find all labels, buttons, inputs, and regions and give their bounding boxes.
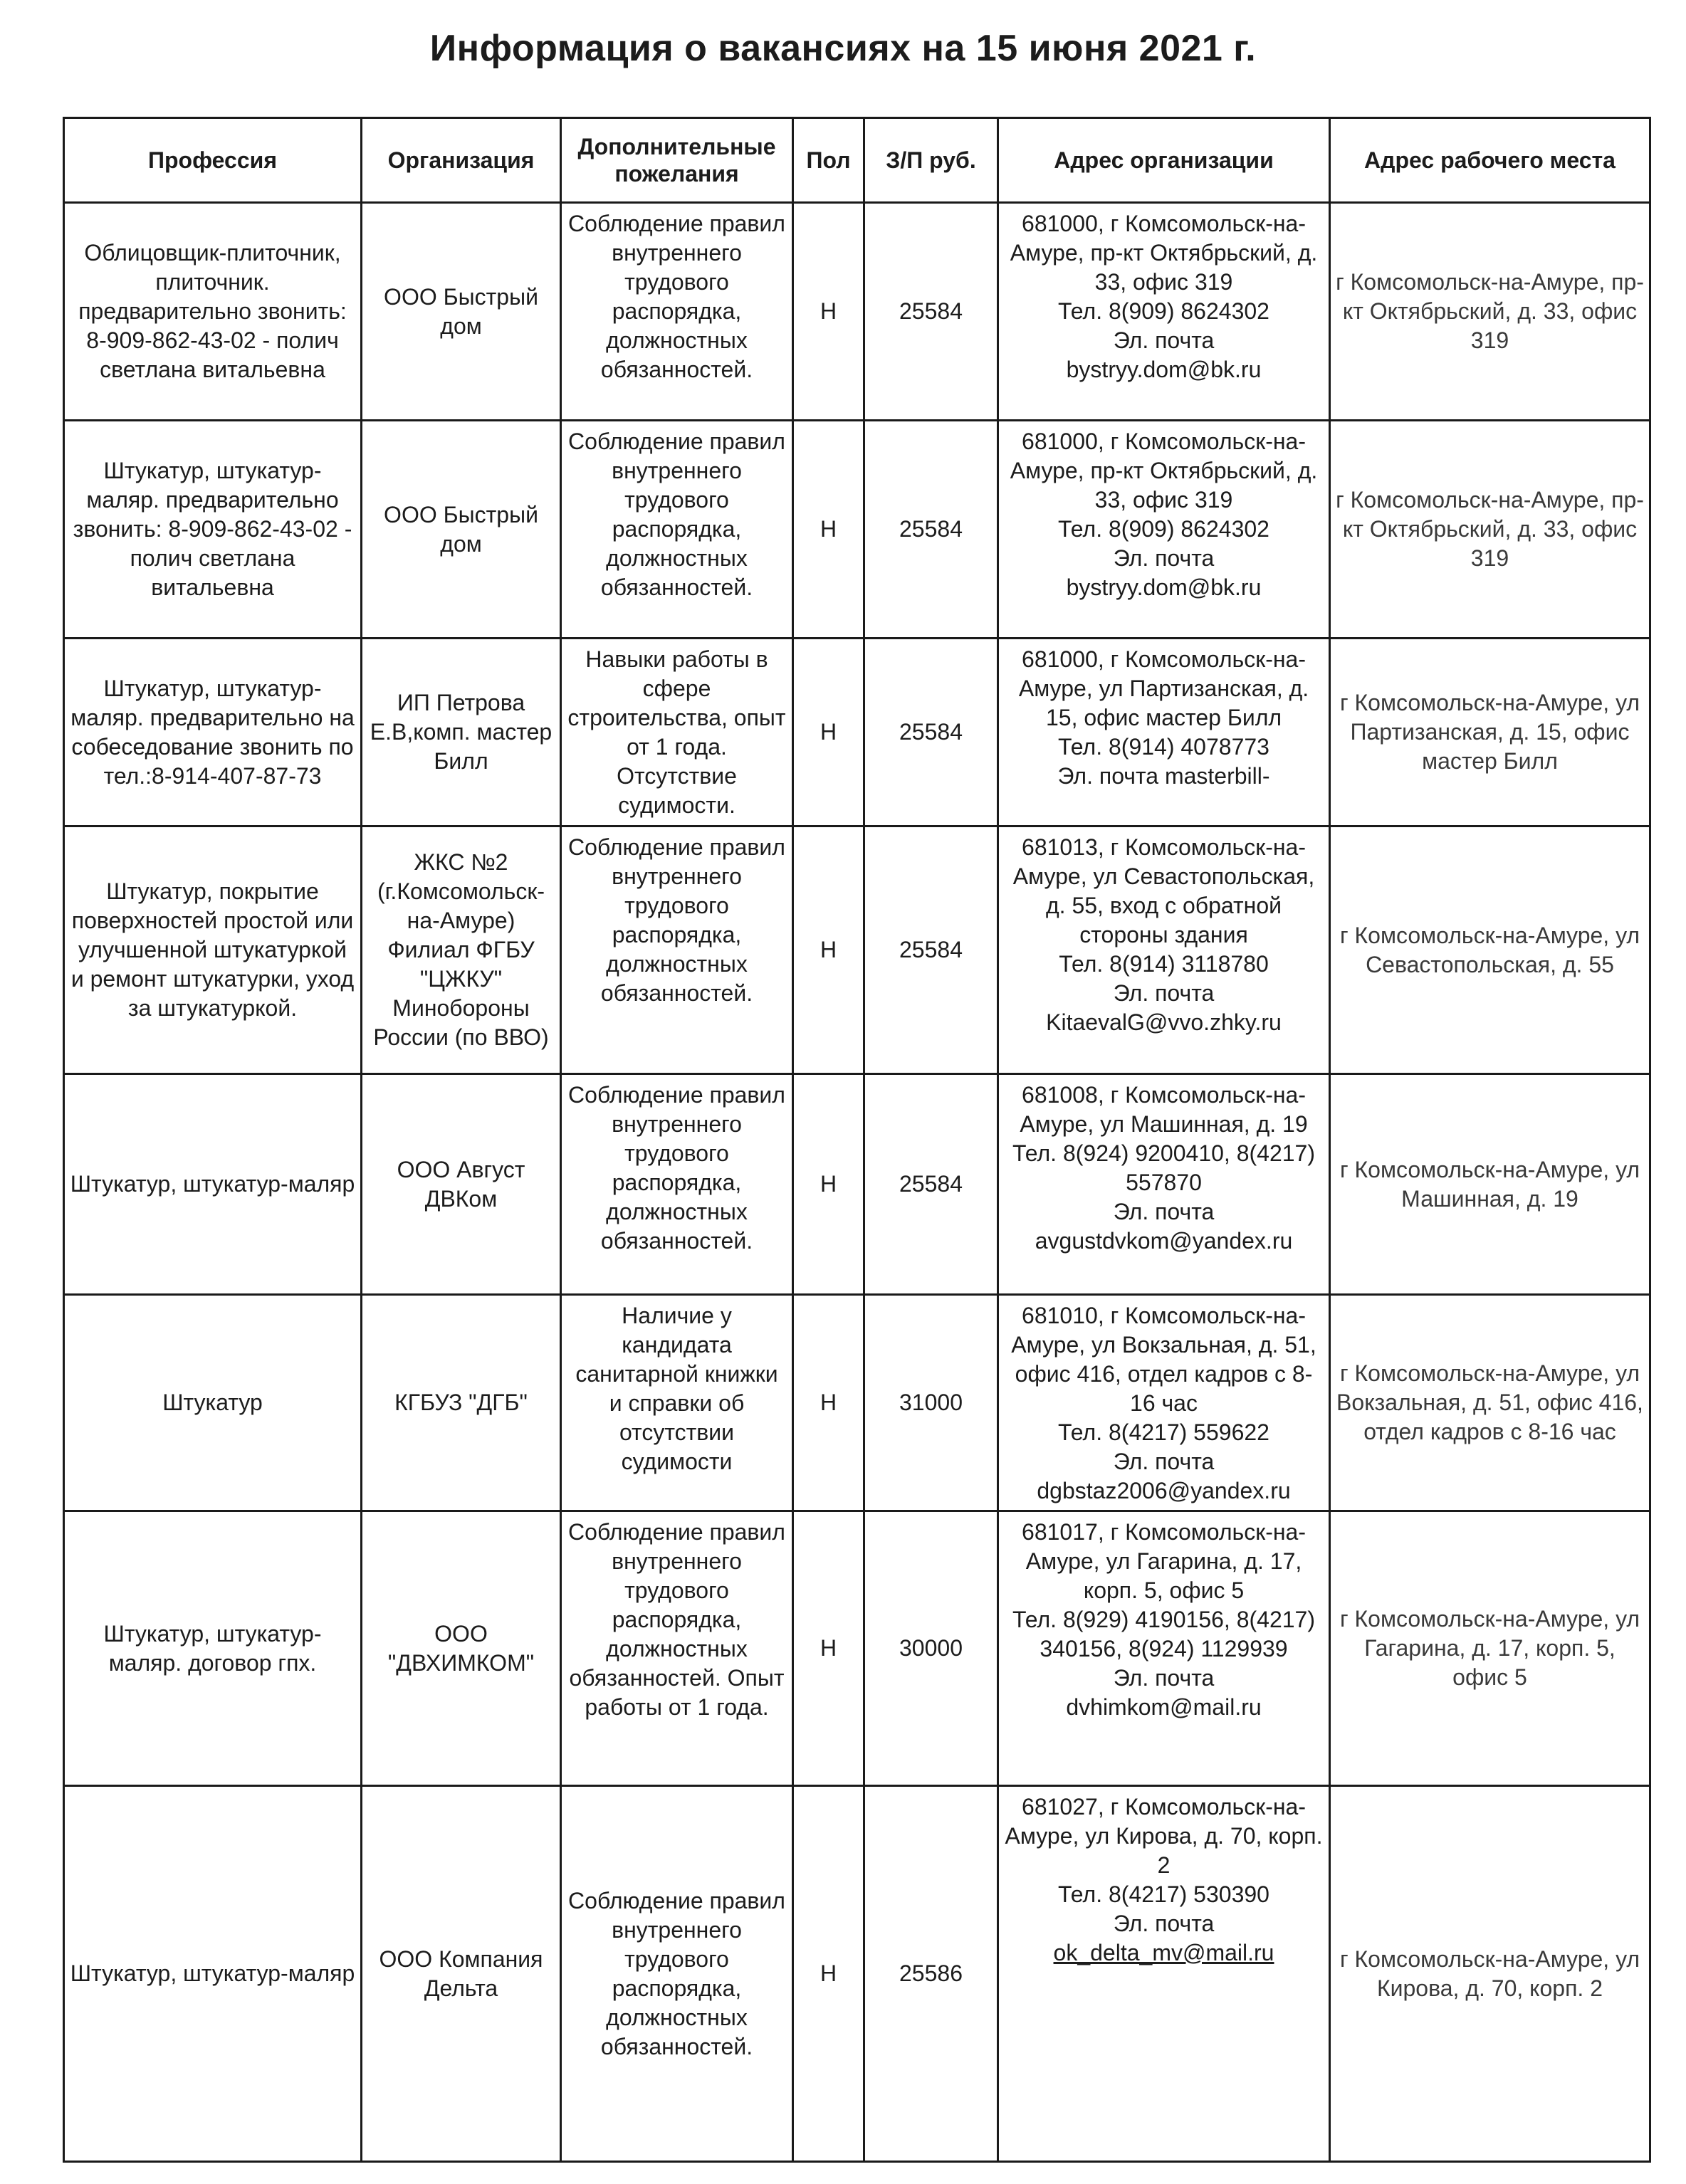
- requirements-cell: Соблюдение правил внутреннего трудового распорядка, должностных обязанностей.: [561, 826, 793, 1074]
- column-header-organization: Организация: [362, 118, 561, 203]
- work-address-cell: г Комсомольск-на-Амуре, пр-кт Октябрьский, д. 33, офис 319: [1330, 421, 1650, 639]
- column-header-requirements: Дополнительные пожелания: [561, 118, 793, 203]
- org-address-email-label: Эл. почта: [1113, 980, 1215, 1006]
- org-address-email: KitaevalG@vvo.zhky.ru: [1046, 1009, 1282, 1035]
- org-address-street: 681000, г Комсомольск-на-Амуре, пр-кт Октябрьский, д. 33, офис 319: [1010, 211, 1318, 295]
- work-address-cell: г Комсомольск-на-Амуре, ул Кирова, д. 70, корп. 2: [1330, 1786, 1650, 2162]
- org-address-phone: Тел. 8(909) 8624302: [1058, 516, 1269, 542]
- requirements-cell: Наличие у кандидата санитарной книжки и справки об отсутствии судимости: [561, 1295, 793, 1511]
- column-header-gender: Пол: [793, 118, 864, 203]
- header-row: [64, 118, 1650, 203]
- requirements-cell: Соблюдение правил внутреннего трудового распорядка, должностных обязанностей. Опыт работы от 1 года.: [561, 1511, 793, 1786]
- gender-cell: Н: [793, 1295, 864, 1511]
- work-address-cell: г Комсомольск-на-Амуре, пр-кт Октябрьский, д. 33, офис 319: [1330, 203, 1650, 421]
- org-address-street: 681027, г Комсомольск-на-Амуре, ул Кирова, д. 70, корп. 2: [1005, 1794, 1323, 1878]
- org-address-phone: Тел. 8(929) 4190156, 8(4217) 340156, 8(924) 1129939: [1012, 1607, 1315, 1661]
- org-address-street: 681000, г Комсомольск-на-Амуре, ул Партизанская, д. 15, офис мастер Билл: [1018, 646, 1309, 730]
- gender-cell: Н: [793, 639, 864, 826]
- salary-cell: 25584: [864, 639, 998, 826]
- profession-cell: Штукатур, штукатур-маляр. предварительно звонить: 8-909-862-43-02 - полич светлана витальевна: [64, 421, 362, 639]
- salary-cell: 25584: [864, 421, 998, 639]
- org-address-email: bystryy.dom@bk.ru: [1066, 357, 1262, 382]
- org-address-cell: [998, 639, 1330, 826]
- org-address-phone: Тел. 8(924) 9200410, 8(4217) 557870: [1012, 1140, 1315, 1195]
- gender-cell: Н: [793, 1074, 864, 1295]
- column-header-org-address: Адрес организации: [998, 118, 1330, 203]
- org-address-email: Эл. почта masterbill-: [1057, 763, 1270, 789]
- salary-cell: 25586: [864, 1786, 998, 2162]
- salary-cell: 25584: [864, 203, 998, 421]
- org-address-email-label: Эл. почта: [1113, 327, 1215, 353]
- work-address-cell: г Комсомольск-на-Амуре, ул Вокзальная, д. 51, офис 416, отдел кадров с 8-16 час: [1330, 1295, 1650, 1511]
- org-address-phone: Тел. 8(914) 3118780: [1059, 951, 1269, 977]
- org-address-phone: Тел. 8(4217) 530390: [1058, 1881, 1269, 1907]
- column-header-work-address: Адрес рабочего места: [1330, 118, 1650, 203]
- salary-cell: 25584: [864, 1074, 998, 1295]
- requirements-cell: Соблюдение правил внутреннего трудового распорядка, должностных обязанностей.: [561, 203, 793, 421]
- org-address-cell: [998, 1074, 1330, 1295]
- org-address-email: ok_delta_mv@mail.ru: [1053, 1940, 1274, 1965]
- page-title: Информация о вакансиях на 15 июня 2021 г.: [429, 28, 1257, 69]
- requirements-cell: Навыки работы в сфере строительства, опыт от 1 года. Отсутствие судимости.: [561, 639, 793, 826]
- org-address-phone: Тел. 8(4217) 559622: [1058, 1419, 1269, 1445]
- work-address-cell: г Комсомольск-на-Амуре, ул Машинная, д. 19: [1330, 1074, 1650, 1295]
- org-address-email-label: Эл. почта: [1113, 1911, 1215, 1936]
- profession-cell: Штукатур, штукатур-маляр. договор гпх.: [64, 1511, 362, 1786]
- org-address-street: 681013, г Комсомольск-на-Амуре, ул Севастопольская, д. 55, вход с обратной стороны здания: [1012, 834, 1315, 947]
- requirements-cell: Соблюдение правил внутреннего трудового распорядка, должностных обязанностей.: [561, 421, 793, 639]
- org-address-email: avgustdvkom@yandex.ru: [1035, 1228, 1293, 1254]
- organization-cell: ООО Быстрый дом: [362, 421, 561, 639]
- org-address-street: 681017, г Комсомольск-на-Амуре, ул Гагарина, д. 17, корп. 5, офис 5: [1022, 1519, 1306, 1603]
- column-header-salary: З/П руб.: [864, 118, 998, 203]
- vacancies-table: [63, 117, 1651, 2163]
- org-address-phone: Тел. 8(914) 4078773: [1058, 734, 1269, 760]
- org-address-cell: [998, 826, 1330, 1074]
- org-address-email-label: Эл. почта: [1113, 1199, 1215, 1224]
- organization-cell: ООО Быстрый дом: [362, 203, 561, 421]
- org-address-cell: [998, 1786, 1330, 2162]
- work-address-cell: г Комсомольск-на-Амуре, ул Гагарина, д. 17, корп. 5, офис 5: [1330, 1511, 1650, 1786]
- salary-cell: 30000: [864, 1511, 998, 1786]
- profession-cell: Штукатур, покрытие поверхностей простой или улучшенной штукатуркой и ремонт штукатурки, уход за штукатуркой.: [64, 826, 362, 1074]
- table-row: [64, 1074, 1650, 1295]
- organization-cell: ООО "ДВХИМКОМ": [362, 1511, 561, 1786]
- gender-cell: Н: [793, 421, 864, 639]
- profession-cell: Штукатур: [64, 1295, 362, 1511]
- table-row: [64, 1295, 1650, 1511]
- work-address-cell: г Комсомольск-на-Амуре, ул Партизанская, д. 15, офис мастер Билл: [1330, 639, 1650, 826]
- org-address-street: 681008, г Комсомольск-на-Амуре, ул Машинная, д. 19: [1020, 1082, 1308, 1137]
- table-row: [64, 421, 1650, 639]
- org-address-email: dvhimkom@mail.ru: [1066, 1694, 1262, 1720]
- table-row: [64, 826, 1650, 1074]
- org-address-cell: [998, 421, 1330, 639]
- org-address-cell: [998, 1295, 1330, 1511]
- work-address-cell: г Комсомольск-на-Амуре, ул Севастопольская, д. 55: [1330, 826, 1650, 1074]
- organization-cell: ООО Компания Дельта: [362, 1786, 561, 2162]
- org-address-email-label: Эл. почта: [1113, 1665, 1215, 1691]
- salary-cell: 25584: [864, 826, 998, 1074]
- profession-cell: Штукатур, штукатур-маляр: [64, 1786, 362, 2162]
- org-address-street: 681010, г Комсомольск-на-Амуре, ул Вокзальная, д. 51, офис 416, отдел кадров с 8-16 час: [1011, 1303, 1316, 1416]
- profession-cell: Штукатур, штукатур-маляр. предварительно на собеседование звонить по тел.:8-914-407-87-73: [64, 639, 362, 826]
- gender-cell: Н: [793, 826, 864, 1074]
- table-row: [64, 639, 1650, 826]
- organization-cell: ООО Август ДВКом: [362, 1074, 561, 1295]
- gender-cell: Н: [793, 203, 864, 421]
- requirements-cell: Соблюдение правил внутреннего трудового распорядка, должностных обязанностей.: [561, 1074, 793, 1295]
- salary-cell: 31000: [864, 1295, 998, 1511]
- table-row: [64, 1511, 1650, 1786]
- organization-cell: ИП Петрова Е.В,комп. мастер Билл: [362, 639, 561, 826]
- gender-cell: Н: [793, 1511, 864, 1786]
- requirements-cell: Соблюдение правил внутреннего трудового распорядка, должностных обязанностей.: [561, 1786, 793, 2162]
- org-address-phone: Тел. 8(909) 8624302: [1058, 298, 1269, 324]
- table-row: [64, 1786, 1650, 2162]
- organization-cell: ЖКС №2 (г.Комсомольск-на-Амуре) Филиал ФГБУ "ЦЖКУ" Минобороны России (по ВВО): [362, 826, 561, 1074]
- org-address-email: dgbstaz2006@yandex.ru: [1037, 1478, 1291, 1503]
- table-row: [64, 203, 1650, 421]
- org-address-email-label: Эл. почта: [1113, 1449, 1215, 1474]
- gender-cell: Н: [793, 1786, 864, 2162]
- org-address-email: bystryy.dom@bk.ru: [1066, 574, 1262, 600]
- org-address-street: 681000, г Комсомольск-на-Амуре, пр-кт Октябрьский, д. 33, офис 319: [1010, 429, 1318, 513]
- org-address-cell: [998, 1511, 1330, 1786]
- org-address-cell: [998, 203, 1330, 421]
- column-header-profession: Профессия: [64, 118, 362, 203]
- org-address-email-label: Эл. почта: [1113, 545, 1215, 571]
- profession-cell: Штукатур, штукатур-маляр: [64, 1074, 362, 1295]
- organization-cell: КГБУЗ "ДГБ": [362, 1295, 561, 1511]
- profession-cell: Облицовщик-плиточник, плиточник. предварительно звонить: 8-909-862-43-02 - полич светлана витальевна: [64, 203, 362, 421]
